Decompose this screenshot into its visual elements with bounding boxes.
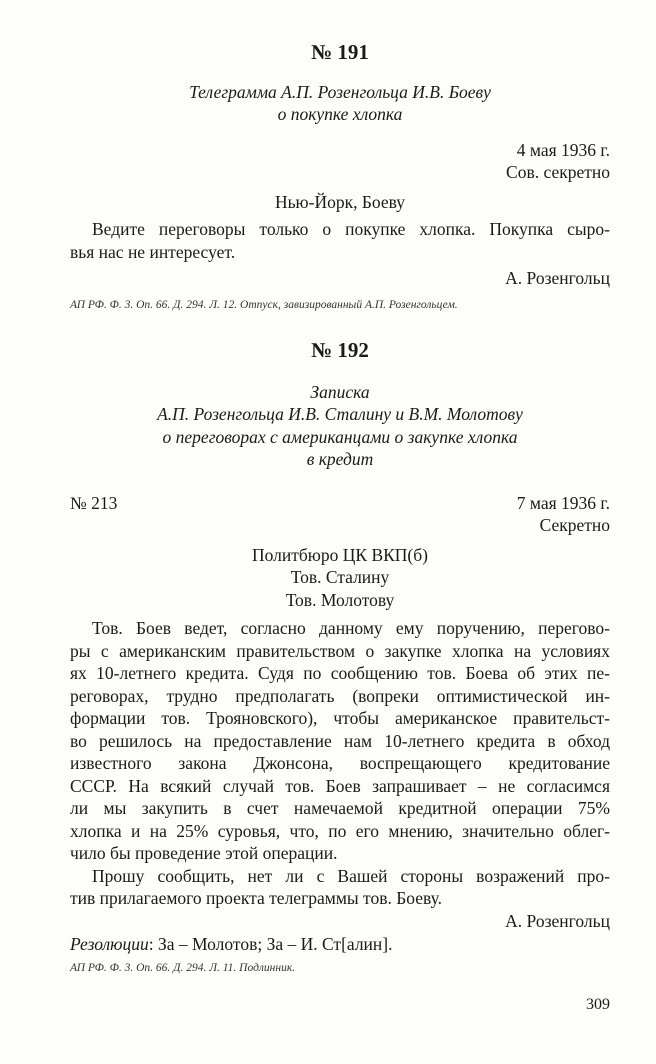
signature: А. Розенгольц xyxy=(505,911,610,931)
addressee-line: Политбюро ЦК ВКП(б) xyxy=(252,545,428,565)
addressee: Нью-Йорк, Боеву xyxy=(274,192,406,212)
body-line: ры с американским правительством о закупке хлопка на условиях xyxy=(70,640,610,661)
page-number: 309 xyxy=(586,996,610,1013)
title-line: о переговорах с американцами о закупке хлопка xyxy=(162,426,518,447)
doc-192-dateline xyxy=(70,492,610,537)
title-line: А.П. Розенгольца И.В. Сталину и В.М. Молотову xyxy=(157,404,523,425)
body-line: во решилось на предоставление нам 10-летнего кредита в обход xyxy=(70,730,610,751)
doc-191-body xyxy=(70,218,610,263)
source-note: АП РФ. Ф. 3. Оп. 66. Д. 294. Л. 12. Отпуск, завизированный А.П. Розенгольцем. xyxy=(70,299,458,311)
doc-192-body xyxy=(70,617,610,910)
body-line: Прошу сообщить, нет ли с Вашей стороны возражений про- xyxy=(92,865,610,886)
addressee-line: Тов. Сталину xyxy=(290,567,390,588)
title-line: Телеграмма А.П. Розенгольца И.В. Боеву xyxy=(189,82,491,102)
resolution-label: Резолюции xyxy=(70,934,149,954)
body-line: Тов. Боев ведет, согласно данному ему поручению, перегово- xyxy=(92,618,610,638)
doc-192-number: № 192 xyxy=(311,338,369,362)
resolution-text: : За – Молотов; За – И. Ст[алин]. xyxy=(148,934,393,954)
source-note: АП РФ. Ф. 3. Оп. 66. Д. 294. Л. 11. Подлинник. xyxy=(70,962,296,974)
body-line: чило бы проведение этой операции. xyxy=(70,843,338,863)
body-line: реговорах, трудно предполагать (вопреки оптимистической ин- xyxy=(70,685,610,706)
classification: Секретно xyxy=(539,515,610,536)
body-line: формации тов. Трояновского), чтобы американское правительст- xyxy=(70,708,610,728)
resolution xyxy=(70,934,610,955)
body-line: ях 10-летнего кредита. Судя по сообщению тов. Боева об этих пе- xyxy=(70,663,610,683)
date: 7 мая 1936 г. xyxy=(516,493,610,513)
addressees xyxy=(70,544,610,611)
title-line: в кредит xyxy=(306,448,374,469)
title-line: о покупке хлопка xyxy=(277,104,403,125)
body-line: Ведите переговоры только о покупке хлопка. Покупка сыро- xyxy=(92,219,610,239)
body-line: вья нас не интересует. xyxy=(70,241,236,262)
outgoing-number: № 213 xyxy=(70,493,118,513)
doc-191-title xyxy=(70,81,610,126)
addressee-line: Тов. Молотову xyxy=(285,589,395,610)
body-line: тив прилагаемого проекта телеграммы тов. Боеву. xyxy=(70,888,443,908)
classification: Сов. секретно xyxy=(506,162,610,183)
body-line: ли мы закупить в счет намечаемой кредитной операции 75% xyxy=(70,798,610,818)
doc-191-number: № 191 xyxy=(311,40,369,64)
doc-191-dateline xyxy=(70,139,610,184)
body-line: СССР. На всякий случай тов. Боев запрашивает – не согласимся xyxy=(70,775,610,796)
doc-192-title xyxy=(70,381,610,470)
date: 4 мая 1936 г. xyxy=(516,140,610,160)
signature: А. Розенгольц xyxy=(505,268,610,288)
body-line: известного закона Джонсона, воспрещающего кредитование xyxy=(70,753,610,773)
body-line: хлопка и на 25% суровья, что, по его мнению, значительно облег- xyxy=(70,820,610,841)
title-line: Записка xyxy=(310,382,370,402)
